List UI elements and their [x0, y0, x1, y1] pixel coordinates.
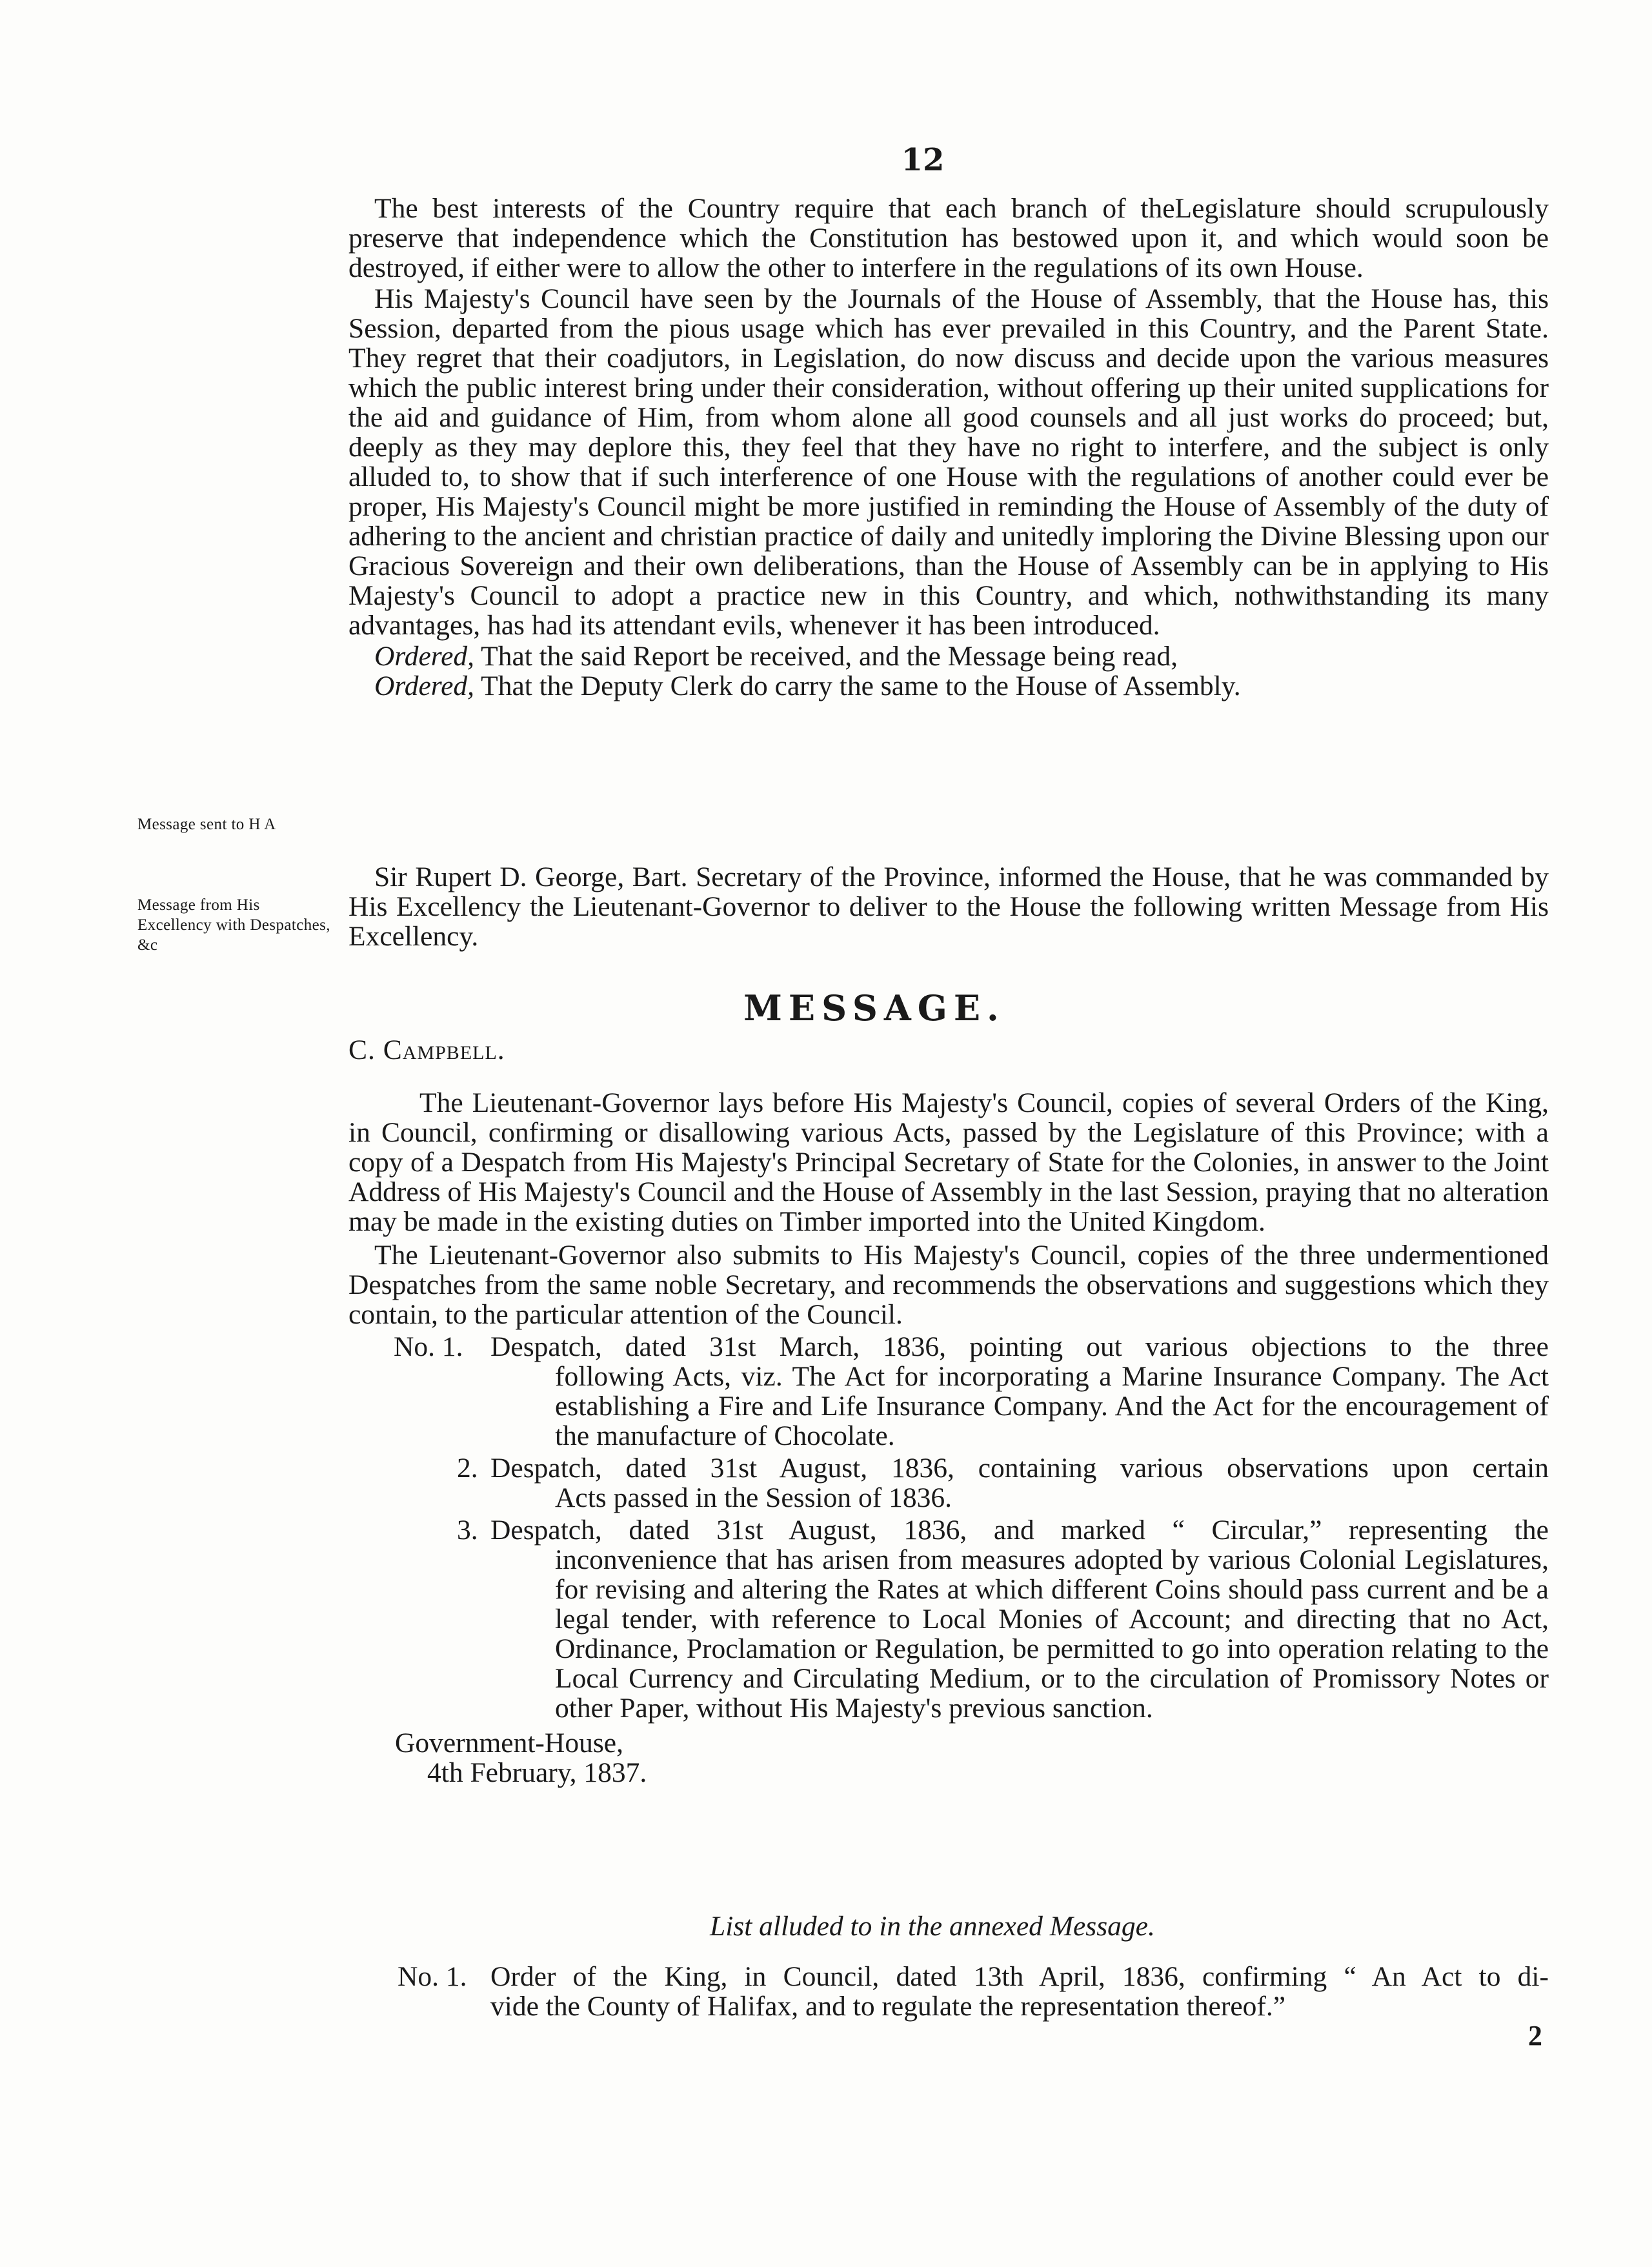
paragraph-message-orders: The Lieutenant-Governor lays before His Majesty's Council, copies of several Orders of the King, in Council, confirming or disallowing various Acts, passed by the Legislature of this Province; with a copy of a Despatch from His Majesty's Principal Secretary of State for the Colonies, in answer to the Joint Address of His Majesty's Council and the House of Assembly in the last Session, praying that no alteration may be made in the existing duties on Timber imported into the United Kingdom. [348, 1087, 1549, 1237]
list-item [348, 1962, 1549, 2021]
list-item-first-line: Order of the King, in Council, dated 13th April, 1836, confirming “ An Act to di- [490, 1961, 1549, 1992]
despatch-number: 3. [457, 1515, 478, 1546]
ordered-label: Ordered, [374, 670, 475, 701]
paragraph-message-despatches: The Lieutenant-Governor also submits to His Majesty's Council, copies of the three undermentioned Despatches from the same noble Secretary, and recommends the observations and suggestions which they contain, to the particular attention of the Council. [348, 1240, 1549, 1330]
signature: C. Campbell. [348, 1034, 505, 1065]
paragraph-rupert: Sir Rupert D. George, Bart. Secretary of the Province, informed the House, that he was commanded by His Excellency the Lieutenant-Governor to deliver to the House the following written Message from His Excellency. [348, 861, 1549, 952]
despatch-first-line: Despatch, dated 31st August, 1836, containing various observations upon certain [490, 1453, 1549, 1484]
opening-section [348, 194, 1549, 701]
page-number: 12 [901, 142, 945, 178]
paragraph-pious-usage: His Majesty's Council have seen by the Journals of the House of Assembly, that the House has, this Session, departed from the pious usage which has ever prevailed in this Country, and the Parent State. They regret that their coadjutors, in Legislation, do now discuss and decide upon the various measures which the public interest bring under their consideration, without offering up their united supplications for the aid and guidance of Him, from whom alone all good counsels and all just works do proceed; but, deeply as they may deplore this, they feel that they have no right to interfere, and the subject is only alluded to, to show that if such interference of one House with the regulations of another could ever be proper, His Majesty's Council might be more justified in reminding the House of Assembly of the duty of adhering to the ancient and christian practice of daily and unitedly imploring the Divine Blessing upon our Gracious Sovereign and their own deliberations, than the House of Assembly can be in applying to His Majesty's Council to adopt a practice new in this Country, and which, nothwithstanding its many advantages, has had its attendant evils, whenever it has been introduced. [348, 283, 1549, 641]
despatch-first-line: Despatch, dated 31st March, 1836, pointing out various objections to the three [490, 1331, 1549, 1362]
despatch-continuation: Acts passed in the Session of 1836. [555, 1482, 952, 1513]
despatch-number: 2. [457, 1453, 478, 1484]
list-section [348, 1962, 1549, 2021]
despatch-item [348, 1332, 1549, 1451]
margin-note-message-from: Message from His Excellency with Despatches, &c [137, 896, 330, 954]
paragraph-independence: The best interests of the Country require that each branch of theLegislature should scrupulously preserve that independence which the Constitution has bestowed upon it, and which would soon be destroyed, if either were to allow the other to interfere in the regulations of its own House. [348, 193, 1549, 283]
margin-note-message-sent: Message sent to H A [137, 816, 276, 833]
despatch-first-line: Despatch, dated 31st August, 1836, and marked “ Circular,” representing the [490, 1515, 1549, 1546]
ordered-text: That the Deputy Clerk do carry the same to the House of Assembly. [474, 670, 1241, 701]
message-heading: MESSAGE. [743, 987, 1005, 1029]
despatch-number: No. 1. [394, 1331, 463, 1362]
ordered-text: That the said Report be received, and the Message being read, [474, 641, 1178, 672]
paragraph-ordered-clerk [348, 671, 1549, 701]
message-section [348, 1035, 1549, 1788]
rupert-section [348, 862, 1549, 951]
despatch-item [348, 1515, 1549, 1723]
list-item-number: No. 1. [398, 1961, 467, 1992]
list-item-continuation: vide the County of Halifax, and to regulate the representation thereof.” [490, 1991, 1286, 2022]
despatch-continuation: inconvenience that has arisen from measures adopted by various Colonial Legislatures, for revising and altering the Rates at which different Coins should pass current and be a legal tender, with reference to Local Monies of Account; and directing that no Act, Ordinance, Proclamation or Regulation, be permitted to go into operation relating to the Local Currency and Circulating Medium, or to the circulation of Promissory Notes or other Paper, without His Majesty's previous sanction. [555, 1544, 1549, 1724]
ordered-label: Ordered, [374, 641, 475, 672]
date-line: 4th February, 1837. [427, 1757, 647, 1788]
despatch-item [348, 1453, 1549, 1513]
paragraph-ordered-report [348, 641, 1549, 671]
signature-mark: 2 [1528, 2020, 1542, 2051]
despatch-continuation: following Acts, viz. The Act for incorporating a Marine Insurance Company. The Act establishing a Fire and Life Insurance Company. And the Act for the encouragement of the manufacture of Chocolate. [555, 1361, 1549, 1451]
list-heading: List alluded to in the annexed Message. [710, 1911, 1155, 1942]
place-line: Government-House, [395, 1728, 623, 1758]
